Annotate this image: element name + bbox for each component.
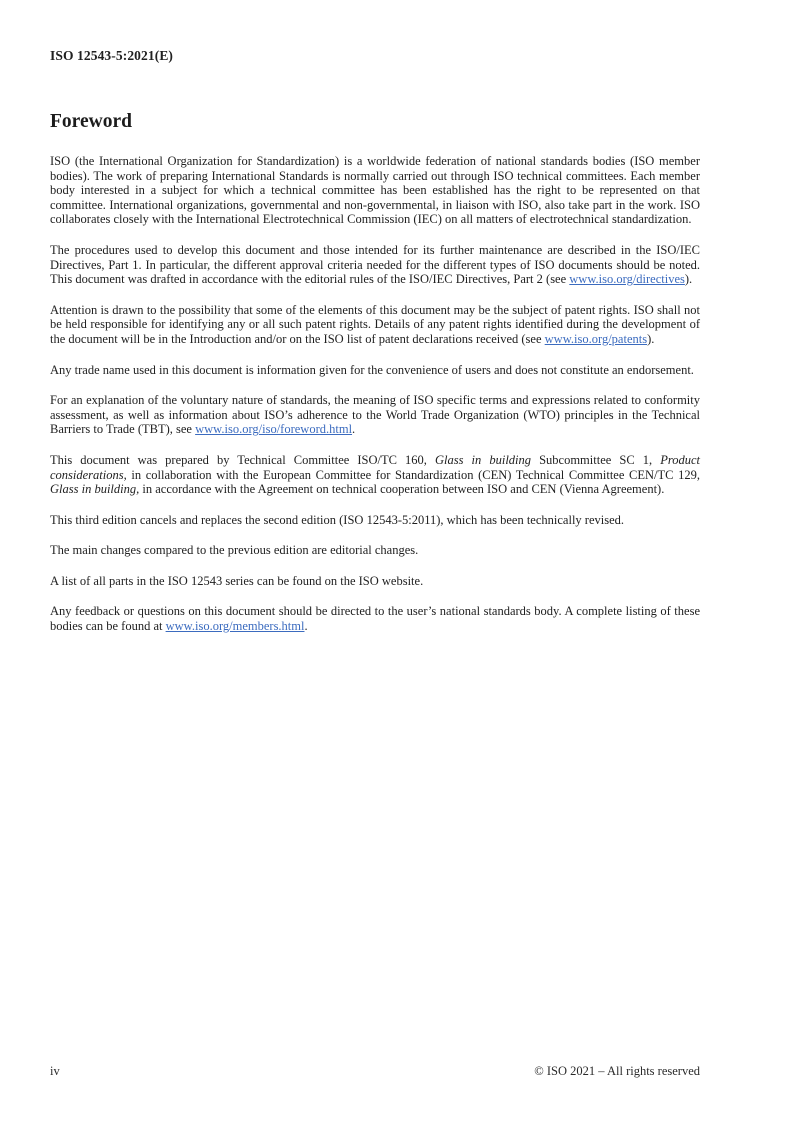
running-header-doc-ref: ISO 12543-5:2021(E) [50,48,174,63]
page-title: Foreword [50,111,132,132]
text-run: This document was prepared by Technical Committee ISO/TC 160, [50,452,435,467]
copyright-notice: © ISO 2021 – All rights reserved [534,1064,700,1078]
text-run: Attention is drawn to the possibility that some of the elements of this document may be the subject of patent rights. ISO shall not be held responsible for identifying any or all such patent rights. Details of any patent rights identified during the development of the document will be in the Introduction and/or on the ISO list of patent declarations received (see [50,302,700,346]
paragraph [50,243,700,287]
foreword-paragraphs [50,154,700,634]
text-run: Any trade name used in this document is information given for the convenience of users and does not constitute an endorsement. [50,362,694,377]
text-run: The procedures used to develop this document and those intended for its further maintenance are described in the ISO/IEC Directives, Part 1. In particular, the different approval criteria needed for the different types of ISO documents should be noted. This document was drafted in accordance with the editorial rules of the ISO/IEC Directives, Part 2 (see [50,242,700,287]
text-run: For an explanation of the voluntary nature of standards, the meaning of ISO specific terms and expressions related to conformity assessment, as well as information about ISO’s adherence to the World Trade Organization (WTO) principles in the Technical Barriers to Trade (TBT), see [50,393,700,437]
text-run: A list of all parts in the ISO 12543 series can be found on the ISO website. [50,573,424,588]
text-run: in collaboration with the European Committee for Standardization (CEN) Technical Committee CEN/TC 129, [126,467,700,482]
italic-text: Product considerations, [50,452,700,482]
text-run: in accordance with the Agreement on technical cooperation between ISO and CEN (Vienna Agreement). [139,482,665,497]
paragraph [50,574,700,589]
text-run: . [352,422,356,437]
text-run: Subcommittee SC 1, [531,452,661,467]
hyperlink[interactable]: www.iso.org/patents [544,331,648,346]
page-footer [50,1064,700,1079]
paragraph [50,453,700,497]
italic-text: Glass in building, [50,482,140,497]
page-number: iv [50,1064,60,1078]
content-area [50,48,700,650]
paragraph [50,154,700,227]
text-run: Any feedback or questions on this document should be directed to the user’s national standards body. A complete listing of these bodies can be found at [50,604,700,634]
paragraph [50,513,700,528]
paragraph [50,363,700,378]
hyperlink[interactable]: www.iso.org/members.html [165,619,305,634]
hyperlink[interactable]: www.iso.org/iso/foreword.html [195,422,353,437]
paragraph [50,543,700,558]
italic-text: Glass in building [435,452,532,467]
paragraph [50,303,700,347]
text-run: ). [647,331,655,346]
paragraph [50,393,700,437]
text-run: ). [684,272,693,287]
text-run: This third edition cancels and replaces the second edition (ISO 12543-5:2011), which has been technically revised. [50,512,625,527]
paragraph [50,604,700,633]
text-run: . [304,619,308,634]
hyperlink[interactable]: www.iso.org/directives [569,272,685,287]
text-run: The main changes compared to the previous edition are editorial changes. [50,543,419,558]
text-run: ISO (the International Organization for Standardization) is a worldwide federation of national standards bodies (ISO member bodies). The work of preparing International Standards is normally carried out through ISO technical committees. Each member body interested in a subject for which a technical committee has been established has the right to be represented on that committee. International organizations, governmental and non-governmental, in liaison with ISO, also take part in the work. ISO collaborates closely with the International Electrotechnical Commission (IEC) on all matters of electrotechnical standardization. [50,154,700,227]
